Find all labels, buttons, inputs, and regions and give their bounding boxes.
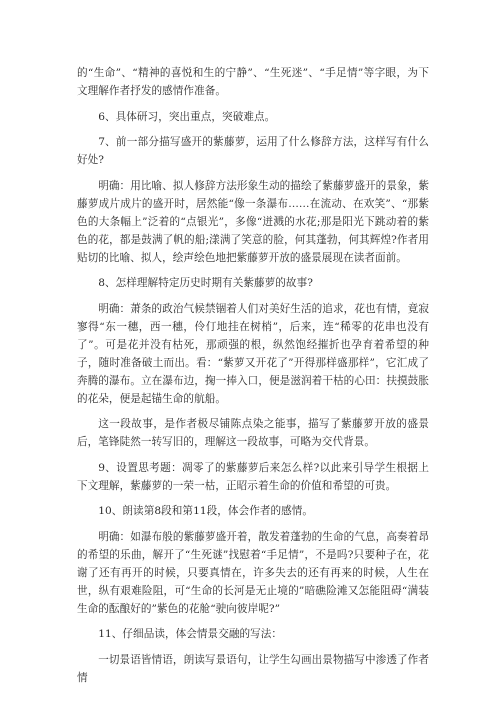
paragraph-step-9: 9、设置思考题：凋零了的紫藤萝后来怎么样?以此来引导学生根据上下文理解，紫藤萝的一荣一枯，正昭示着生命的价值和希望的可贵。 [77, 461, 429, 492]
paragraph-step-6: 6、具体研习，突出重点，突破难点。 [98, 110, 276, 123]
paragraph-step-8-answer: 明确：萧条的政治气候禁锢着人们对美好生活的追求，花也有情，竟寂寥得“东一穗，西一穗，伶仃地挂在树梢”，后来，连“稀零的花串也没有了”。可是花并没有枯死，那顽强的根，纵然饱经摧折也孕育着希望的种子，随时准备破土而出。看：“紫萝又开花了”开得那样盛那样”，它汇成了奔腾的瀑布。立在瀑布边，掬一捧入口，便是滋润着干枯的心田：扶摸鼓胀的花朵，便是起锚生命的航船。 [77, 302, 429, 405]
paragraph-step-8-question: 8、怎样理解特定历史时期有关紫藤萝的故事? [98, 277, 313, 289]
paragraph-continuation: 的“生命”、“精神的喜悦和生的宁静”、“生死迷”、“手足情”等字眼，为下文理解作者抒发的感情作准备。 [77, 67, 429, 97]
paragraph-step-11-text: 一切景语皆情语，朗读写景语句，让学生勾画出景物描写中渗透了作者情 [77, 653, 429, 684]
paragraph-step-10-answer: 明确：如瀑布般的紫藤萝盛开着，散发着蓬勃的生命的气息，高奏着昂的希望的乐曲，解开了“生死谜”找慰着“手足情”，不是吗?只要种子在，花谢了还有再开的时候，只要真情在，许多失去的还有再来的时候，人生在世，纵有艰难险阻，可“生命的长河是无止境的”暗礁险滩又怎能阻碍“满装生命的酝酿好的”紫色的花舱“驶向彼岸呢?” [77, 530, 429, 615]
paragraph-step-7-answer: 明确：用比喻、拟人修辞方法形象生动的描绘了紫藤萝盛开的景象，紫藤萝成片成片的盛开时，居然能“像一条瀑布……在流动、在欢笑”、“那紫色的大条幅上”泛着的“点银光”，多像“迸溅的水花;那是阳光下跳动着的紫色的花，都是鼓满了帆的船;漾满了笑意的脸，何其蓬勃，何其辉煌?作者用贴切的比喻、拟人，绘声绘色地把紫藤萝开放的盛景展现在读者面前。 [77, 179, 429, 264]
paragraph-step-7-question: 7、前一部分描写盛开的紫藤萝，运用了什么修辞方法，这样写有什么好处? [77, 136, 429, 166]
document-body [77, 64, 429, 687]
paragraph-step-11-question: 11、仔细品读，体会情景交融的写法： [98, 628, 283, 640]
paragraph-step-8-note: 这一段故事，是作者极尽铺陈点染之能事，描写了紫藤萝开放的盛景后，笔锋陡然一转写旧的，理解这一段故事，可略为交代背景。 [77, 418, 429, 448]
paragraph-step-10-question: 10、朗读第8段和第11段，体会作者的感情。 [98, 505, 314, 517]
